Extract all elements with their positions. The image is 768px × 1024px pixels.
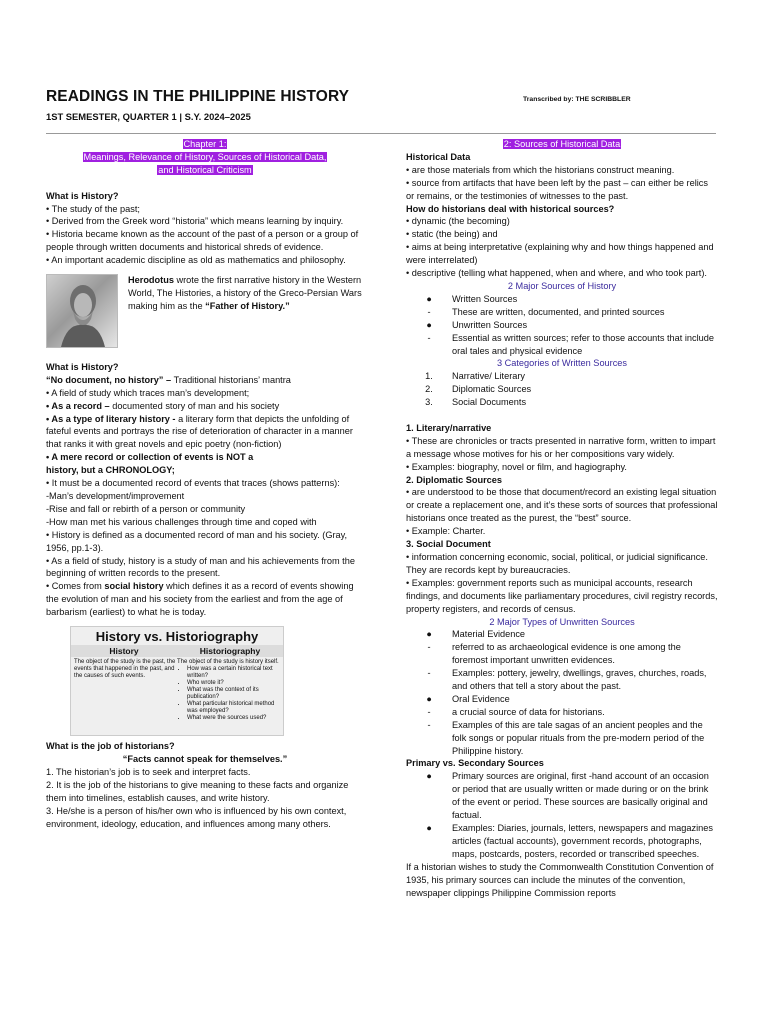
history-vs-historiography-image [70,626,284,736]
list-item: • What was the context of its publication? [187,687,280,701]
paragraph: • dynamic (the becoming) [406,216,510,227]
document-title: READINGS IN THE PHILIPPINE HISTORY [46,88,350,105]
list-item: - Essential as written sources; refer to those accounts that include oral tales and physical evidence [427,332,714,356]
comparison-header [71,645,283,657]
subsection-heading: 3 Categories of Written Sources [496,358,628,369]
list-item: ● Primary sources are original, first -hand account of an occasion or period that are usually written or made during or on the brink of the event or period. These sources are basically original and factual. [426,771,709,821]
comparison-body [71,657,283,724]
list-item: - referred to as archaeological evidence is one among the foremost important unwritten evidences. [427,642,681,666]
paragraph: • Example: Charter. [406,526,486,537]
paragraph: • The study of the past; [46,203,140,214]
comparison-history-text: The object of the study is the past, the events that happened in the past, and the causes of such events. [74,659,176,680]
paragraph: • source from artifacts that have been left by the past – can either be relics or remains, or the testimonies of witnesses to the past. [406,177,708,201]
list-item: - Examples of this are tale sagas of an ancient peoples and the folk songs or popular rituals from the pre-modern period of the Philippine history. [427,719,705,756]
comparison-col-history: History [109,646,139,657]
herodotus-portrait-image [46,274,118,348]
paragraph: -Man’s development/improvement [46,491,185,501]
paragraph: -Rise and fall or rebirth of a person or community [46,503,246,514]
paragraph: • aims at being interpretative (explaining why and how things happened and were interrelated) [406,242,714,266]
paragraph: • These are chronicles or tracts presented in narrative form, written to impart a message whose motives for his or her compositions vary widely. [406,435,716,459]
chapter-label: Chapter 1: [183,139,227,149]
subsection-heading: 2 Major Types of Unwritten Sources [489,616,635,627]
section-heading: 3. Social Document [406,539,491,550]
list-item: - Examples: pottery, jewelry, dwellings, graves, churches, roads, and others that tell a story about the past. [427,668,707,692]
herodotus-block [46,274,364,348]
paragraph: -How man met his various challenges through time and coped with [46,516,317,527]
paragraph: • It must be a documented record of events that traces (shows patterns): [46,478,340,489]
paragraph: history, but a CHRONOLOGY; [46,465,175,476]
right-column [406,138,718,899]
chapter-title-line-1: Meanings, Relevance of History, Sources of Historical Data, [83,151,327,162]
paragraph: • As a type of literary history - a literary form that depicts the unfolding of fateful events and portrays the rise of deterioration of character in a manner that ranks it with great novels and epic poetry (non-fiction) [46,413,353,450]
paragraph: 1. The historian’s job is to seek and interpret facts. [46,766,251,777]
list-item: ● Material Evidence [426,629,526,640]
list-item: • How was a certain historical text written? [187,666,280,680]
list-item: - a crucial source of data for historians. [427,706,605,717]
list-item: ● Oral Evidence [426,693,510,704]
list-item: 3. Social Documents [425,397,527,408]
transcriber-credit: Transcribed by: THE SCRIBBLER [523,96,631,103]
paragraph: 3. He/she is a person of his/her own who is influenced by his own context, environment, ideology, education, and influences among many others. [46,805,347,829]
section-label: 2: Sources of Historical Data [503,139,621,149]
list-item: ● Written Sources [426,293,518,304]
paragraph: If a historian wishes to study the Commonwealth Constitution Convention of 1935, his primary sources can include the minutes of the convention, newspaper clippings Philippine Commission reports [406,861,714,898]
section-heading: What is History? [46,361,119,372]
paragraph: • Comes from social history which defines it as a record of events showing the evolution of man and his society from the earliest and from the age of barbarism (earliest) to what he is today. [46,581,354,618]
paragraph: • As a field of study, history is a study of man and his achievements from the beginning of written records to the present. [46,555,355,579]
section-heading: What is the job of historians? [46,741,175,752]
paragraph: • are those materials from which the historians construct meaning. [406,164,675,175]
list-item: • What particular historical method was employed? [187,701,280,715]
paragraph: • A field of study which traces man’s development; [46,387,250,398]
section-heading: How do historians deal with historical sources? [406,203,615,214]
document-subtitle: 1ST SEMESTER, QUARTER 1 | S.Y. 2024–2025 [46,111,251,122]
comparison-title: History vs. Historiography [95,629,259,645]
paragraph: “No document, no history” – Traditional historians’ mantra [46,374,291,385]
paragraph: • information concerning economic, social, political, or judicial significance. They are records kept by bureaucracies. [406,551,708,575]
paragraph: • History is defined as a documented record of man and his society. (Gray, 1956, pp.1-3). [46,529,348,553]
paragraph: • Derived from the Greek word “historia” which means learning by inquiry. [46,216,344,227]
paragraph: • An important academic discipline as old as mathematics and philosophy. [46,255,346,266]
section-heading: 1. Literary/narrative [406,422,492,433]
paragraph: • static (the being) and [406,229,498,240]
section-heading: Primary vs. Secondary Sources [406,758,544,769]
subsection-heading: 2 Major Sources of History [507,280,617,291]
comparison-col-historiography: Historiography [199,646,261,657]
paragraph: • descriptive (telling what happened, when and where, and who took part). [406,268,707,279]
paragraph: • Examples: biography, novel or film, and hagiography. [406,461,627,472]
paragraph: • Examples: government reports such as municipal accounts, research findings, and documents like parliamentary procedures, civil registry records, property registers, and records of census. [406,577,718,614]
list-item: ● Unwritten Sources [426,319,528,330]
comparison-historiography-cell: The object of the study is history itself. • How was a certain historical text written? • Who wrote it? • What was the context of its publication? • What particular historical method was employed? • What were the sources used? [177,659,280,722]
list-item: 2. Diplomatic Sources [425,384,532,395]
list-item: - These are written, documented, and printed sources [427,306,665,317]
paragraph: • As a record – documented story of man and his society [46,400,280,411]
chapter-title-line-2: and Historical Criticism [158,164,252,175]
list-item: • Who wrote it? [187,680,280,687]
paragraph: • A mere record or collection of events is NOT a [46,452,254,463]
quote: “Facts cannot speak for themselves.” [122,753,288,764]
section-heading: What is History? [46,190,119,201]
left-column [46,138,364,830]
header-divider [46,133,716,134]
section-heading: Historical Data [406,151,471,162]
paragraph: • are understood to be those that document/record an existing legal situation or create a replacement one, and it’s these sorts of sources that professional historians once treated as the purest, the “best” source. [406,487,718,524]
paragraph: • Historia became known as the account of the past of a person or a group of people through written documents and historical shreds of evidence. [46,229,359,253]
list-item: • What were the sources used? [187,715,280,722]
section-heading: 2. Diplomatic Sources [406,474,502,485]
herodotus-paragraph: Herodotus wrote the first narrative history in the Western World, The Histories, a history of the Greco-Persian Wars making him as the “Father of History.” [128,275,362,311]
paragraph: 2. It is the job of the historians to give meaning to these facts and organize them into timelines, establish causes, and write history. [46,779,349,803]
list-item: ● Examples: Diaries, journals, letters, newspapers and magazines articles (factual accounts), government records, photographs, maps, postcards, posters, recorded or transcribed speeches. [426,823,713,859]
list-item: 1. Narrative/ Literary [425,371,526,382]
